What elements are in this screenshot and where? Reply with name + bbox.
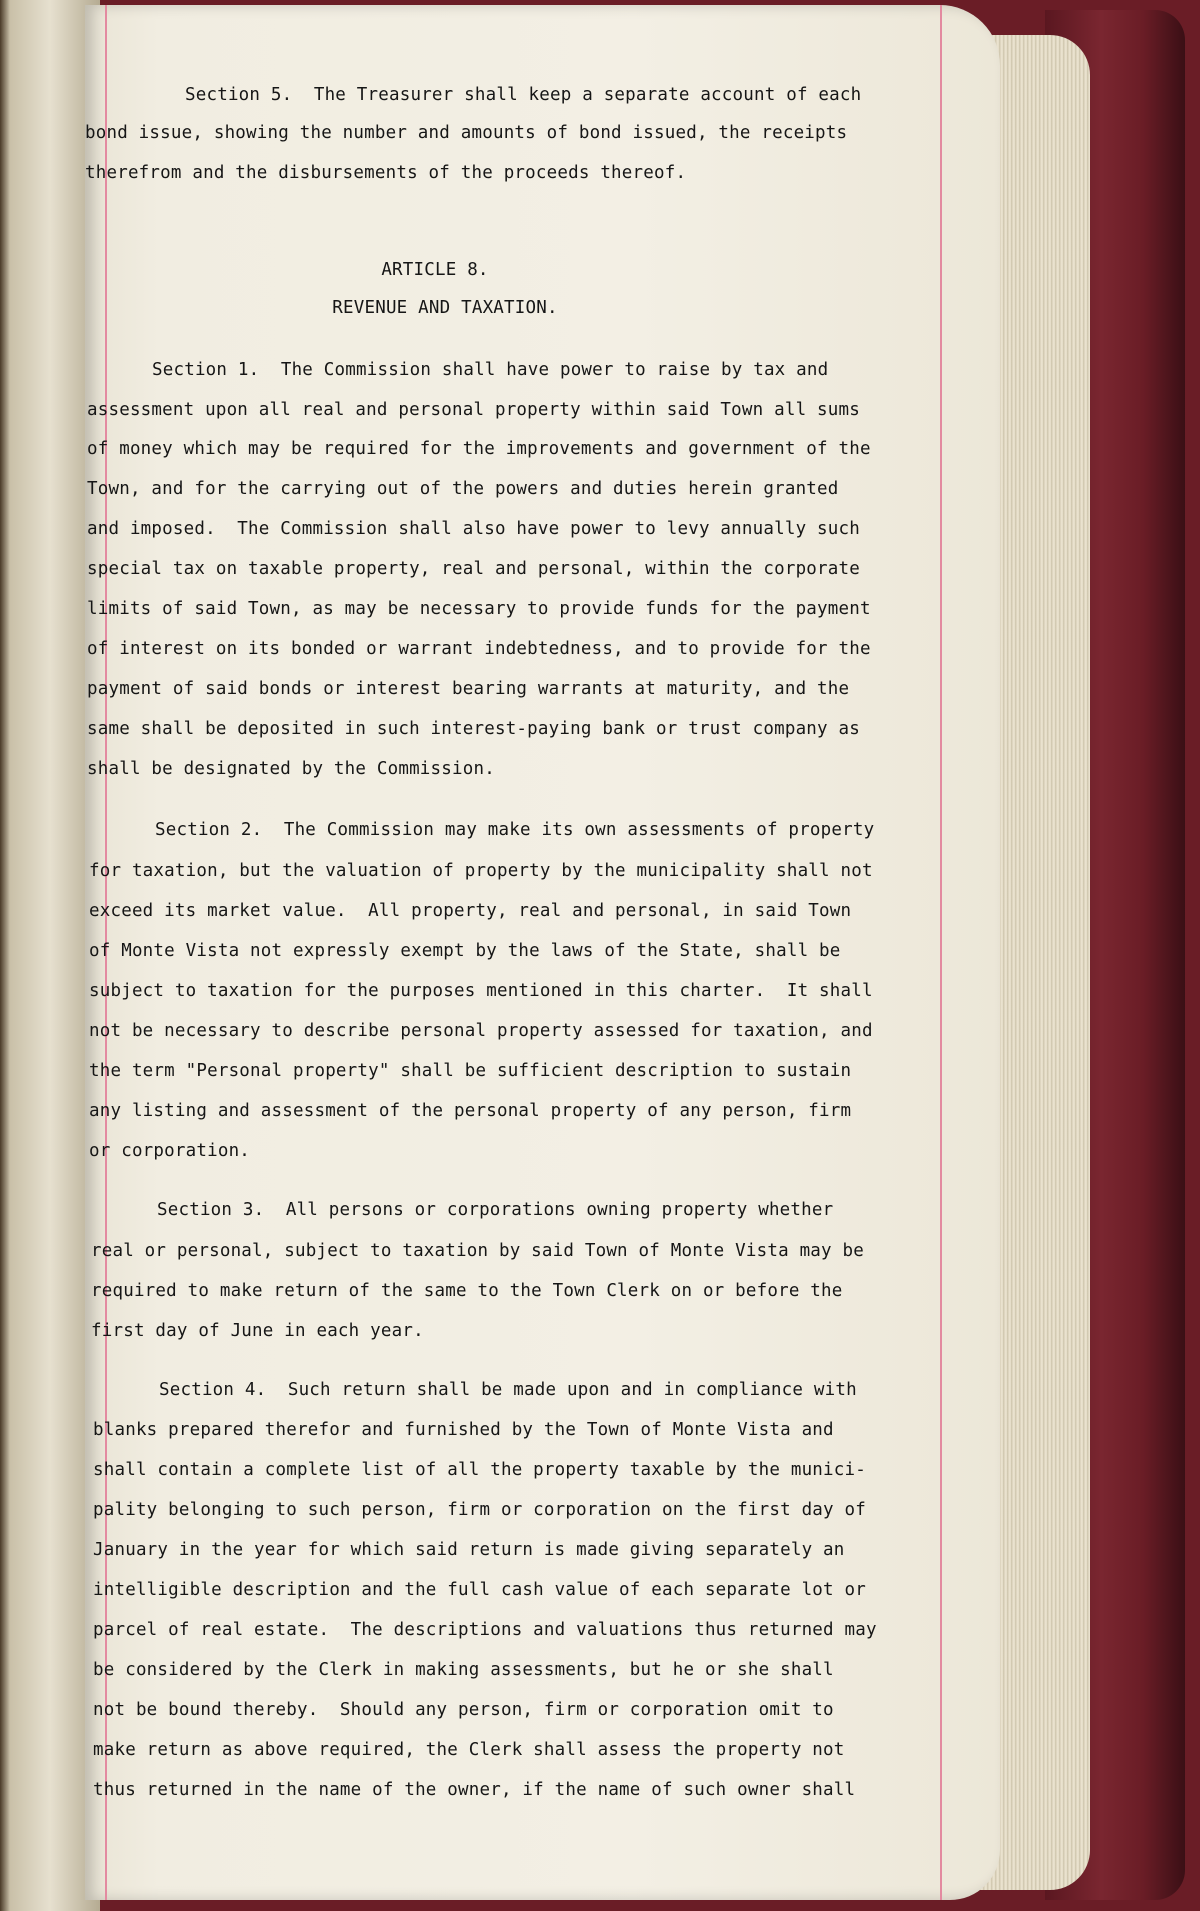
section4-line: be considered by the Clerk in making assessments, but he or she shall	[93, 1660, 834, 1680]
section1-line: Town, and for the carrying out of the powers and duties herein granted	[87, 479, 839, 499]
section1-line: of interest on its bonded or warrant indebtedness, and to provide for the	[87, 639, 871, 659]
section2-line: exceed its market value. All property, real and personal, in said Town	[89, 901, 852, 921]
section2-line: of Monte Vista not expressly exempt by the laws of the State, shall be	[89, 941, 841, 961]
section3-line: first day of June in each year.	[91, 1321, 424, 1341]
section1-line: special tax on taxable property, real and personal, within the corporate	[87, 559, 860, 579]
section1-line: payment of said bonds or interest bearing warrants at maturity, and the	[87, 679, 850, 699]
section5-line: Section 5. The Treasurer shall keep a separate account of each	[185, 85, 862, 105]
section2-line: Section 2. The Commission may make its own assessments of property	[155, 820, 875, 840]
section1-line: and imposed. The Commission shall also have power to levy annually such	[87, 519, 860, 539]
section1-line: assessment upon all real and personal property within said Town all sums	[87, 400, 860, 420]
section4-line: shall contain a complete list of all the property taxable by the munici-	[93, 1460, 866, 1480]
article-title: REVENUE AND TAXATION.	[332, 298, 558, 318]
section5-line: therefrom and the disbursements of the proceeds thereof.	[85, 163, 687, 183]
section2-line: subject to taxation for the purposes mentioned in this charter. It shall	[89, 981, 873, 1001]
section4-line: not be bound thereby. Should any person, firm or corporation omit to	[93, 1700, 834, 1720]
section4-line: pality belonging to such person, firm or corporation on the first day of	[93, 1500, 866, 1520]
section3-line: Section 3. All persons or corporations owning property whether	[157, 1200, 834, 1220]
section1-line: limits of said Town, as may be necessary to provide funds for the payment	[87, 599, 871, 619]
section4-line: Section 4. Such return shall be made upon and in compliance with	[159, 1380, 857, 1400]
section1-line: shall be designated by the Commission.	[87, 759, 495, 779]
section2-line: any listing and assessment of the personal property of any person, firm	[89, 1101, 852, 1121]
section4-line: blanks prepared therefor and furnished by the Town of Monte Vista and	[93, 1420, 834, 1440]
section4-line: parcel of real estate. The descriptions and valuations thus returned may	[93, 1620, 877, 1640]
section3-line: real or personal, subject to taxation by said Town of Monte Vista may be	[91, 1241, 864, 1261]
section2-line: not be necessary to describe personal property assessed for taxation, and	[89, 1021, 873, 1041]
typed-text	[85, 5, 1000, 1900]
section4-line: January in the year for which said return is made giving separately an	[93, 1540, 845, 1560]
section2-line: for taxation, but the valuation of property by the municipality shall not	[89, 861, 873, 881]
section1-line: Section 1. The Commission shall have power to raise by tax and	[152, 360, 829, 380]
document-page	[85, 5, 1000, 1900]
section2-line: the term "Personal property" shall be sufficient description to sustain	[89, 1061, 852, 1081]
section2-line: or corporation.	[89, 1141, 251, 1161]
article-number: ARTICLE 8.	[381, 260, 489, 280]
section1-line: same shall be deposited in such interest-paying bank or trust company as	[87, 719, 860, 739]
section4-line: thus returned in the name of the owner, if the name of such owner shall	[93, 1780, 856, 1800]
section5-line: bond issue, showing the number and amounts of bond issued, the receipts	[85, 123, 848, 143]
section3-line: required to make return of the same to the Town Clerk on or before the	[91, 1281, 843, 1301]
section4-line: make return as above required, the Clerk shall assess the property not	[93, 1740, 845, 1760]
section1-line: of money which may be required for the improvements and government of the	[87, 439, 871, 459]
section4-line: intelligible description and the full cash value of each separate lot or	[93, 1580, 866, 1600]
